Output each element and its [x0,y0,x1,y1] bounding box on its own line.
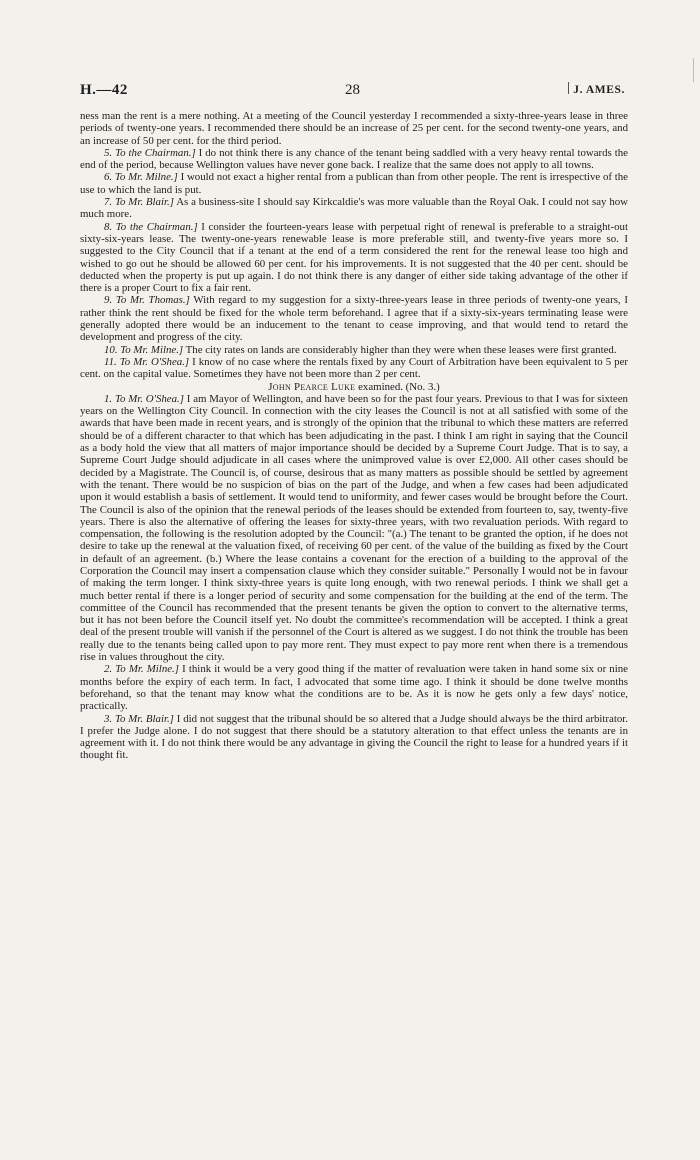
witness-name: John Pearce Luke [268,380,356,393]
speaker-label: 10. To Mr. Milne.] [104,343,184,356]
speaker-label: 5. To the Chairman.] [104,146,196,159]
speaker-label: 9. To Mr. Thomas.] [104,294,190,307]
speaker-label: 1. To Mr. O'Shea.] [104,392,184,405]
section-heading: John Pearce Luke examined. (No. 3.) [268,380,440,393]
page-edge-mark [693,58,700,82]
paragraph: 6. To Mr. Milne.] I would not exact a higher rental from a publican than from other people. The rent is irrespective of the use to which the land is put. [80,171,628,196]
speaker-label: 11. To Mr. O'Shea.] [104,355,190,368]
speaker-label: 8. To the Chairman.] [104,220,198,233]
paragraph: ness man the rent is a mere nothing. At a meeting of the Council yesterday I recommended a sixty-three-years lease in three periods of twenty-one years. I recommended there should be an increase of 25 per cent. for the second twenty-one years, and an increase of 50 per cent. for the third period. [80,110,628,147]
paragraph: 7. To Mr. Blair.] As a business-site I should say Kirkcaldie's was more valuable than the Royal Oak. I could not say how much more. [80,196,628,221]
document-body [80,110,628,762]
paragraph: 9. To Mr. Thomas.] With regard to my suggestion for a sixty-three-years lease in three periods of twenty-one years, I rather think the rent should be fixed for the whole term beforehand. I agree that if a sixty-six-years terminating lease were generally adopted there would be an inducement to the tenant to cease improving, and that would tend to retard the development and progress of the city. [80,294,628,344]
witness-name-header [568,82,625,96]
speaker-label: 3. To Mr. Blair.] [104,712,174,725]
speaker-label: 7. To Mr. Blair.] [104,196,174,209]
paragraph: 10. To Mr. Milne.] The city rates on lands are considerably higher than they were when these leases were first granted. [104,343,617,356]
speaker-label: 6. To Mr. Milne.] [104,171,178,184]
document-reference: H.—42 [80,82,128,98]
speaker-label: 2. To Mr. Milne.] [104,663,179,676]
paragraph: 8. To the Chairman.] I consider the fourteen-years lease with perpetual right of renewal is preferable to a straight-out sixty-six-years lease. The twenty-one-years renewable lease is more preferable still, and twenty-five years more so. I suggested to the City Council that if a tenant at the end of a term considered the rent for the renewal lease too high and wished to go out he should be allowed 60 per cent. for his improvements. It is not suggested that the 40 per cent. should be deducted when the property is put up again. I do not think there is any danger of either side taking advantage of the other if there is a proper Court to fix a fair rent. [80,220,628,295]
paragraph: 11. To Mr. O'Shea.] I know of no case where the rentals fixed by any Court of Arbitration have been equivalent to 5 per cent. on the capital value. Sometimes they have not been more than 2 per cent. [80,355,628,381]
paragraph: 1. To Mr. O'Shea.] I am Mayor of Wellington, and have been so for the past four years. Previous to that I was for sixteen years on the Wellington City Council. In connection with the city leases the Council is not at all satisfied with some of the awards that have been made in recent years, and is strongly of the opinion that the tribunal to which these matters are referred should be of a different character to that which has been adjudicating in the past. I think I am right in saying that the Council as a body hold the view that all matters of major importance should be decided by a Supreme Court Judge. That is to say, a Supreme Court Judge should adjudicate in all cases where the unimproved value is over £2,000. All other cases should be decided by a Magistrate. The Council is, of course, desirous that as many matters as possible should be settled by agreement with the tenant. There would be no suspicion of bias on the part of the Judge, and when a few cases had been adjudicated upon it would establish a basis of settlement. It would tend to uniformity, and fewer cases would be brought before the Court. The Council is also of the opinion that the renewal periods of the leases should be extended from fourteen to, say, twenty-five years. There is also the alternative of offering the leases for sixty-three years, with two revaluation periods. With regard to compensation, the following is the resolution adopted by the Council: "(a.) The tenant to be granted the option, if he does not desire to take up the renewal at the valuation fixed, of receiving 60 per cent. of the value of the building as fixed by the Court in default of an agreement. (b.) Where the lease contains a covenant for the erection of a building to the approval of the Corporation the Council may insert a compensation clause which they consider suitable." Personally I would not be in favour of making the term longer. I think sixty-three years is quite long enough, with two renewal periods. I think we shall get a much better rental if there is a longer period of security and some compensation for the building at the end of the term. The committee of the Council has recommended that the present tenants be given the option to convert to the alternative terms, but it has not been before the Council itself yet. No doubt the committee's recommendation will be accepted. I think a great deal of the present trouble will vanish if the personnel of the Court is altered as we suggest. I do not think the trouble has been really due to the tenants being called upon to pay more rent. They must expect to pay more rent when there is a tremendous rise in values throughout the city. [80,392,628,664]
witness-name-text: J. AMES. [573,84,625,96]
paragraph: 3. To Mr. Blair.] I did not suggest that the tribunal should be so altered that a Judge should always be the third arbitrator. I prefer the Judge alone. I do not suggest that there should be a statutory alteration to that effect unless the tenants are in agreement with it. I do not think there would be any advantage in giving the Council the right to lease for a hundred years if it thought fit. [80,712,628,762]
page-number: 28 [345,82,360,98]
paragraph: 2. To Mr. Milne.] I think it would be a very good thing if the matter of revaluation were taken in hand some six or nine months before the expiry of each term. In fact, I advocated that some time ago. I think it should be done twelve months beforehand, so that the tenant may know what the conditions are to be. As it is now he gets only a few days' notice, practically. [80,663,628,713]
page-header [80,82,625,104]
paragraph: 5. To the Chairman.] I do not think there is any chance of the tenant being saddled with a very heavy rental towards the end of the period, because Wellington values have never gone back. I realize that the same does not apply to all towns. [80,146,628,172]
